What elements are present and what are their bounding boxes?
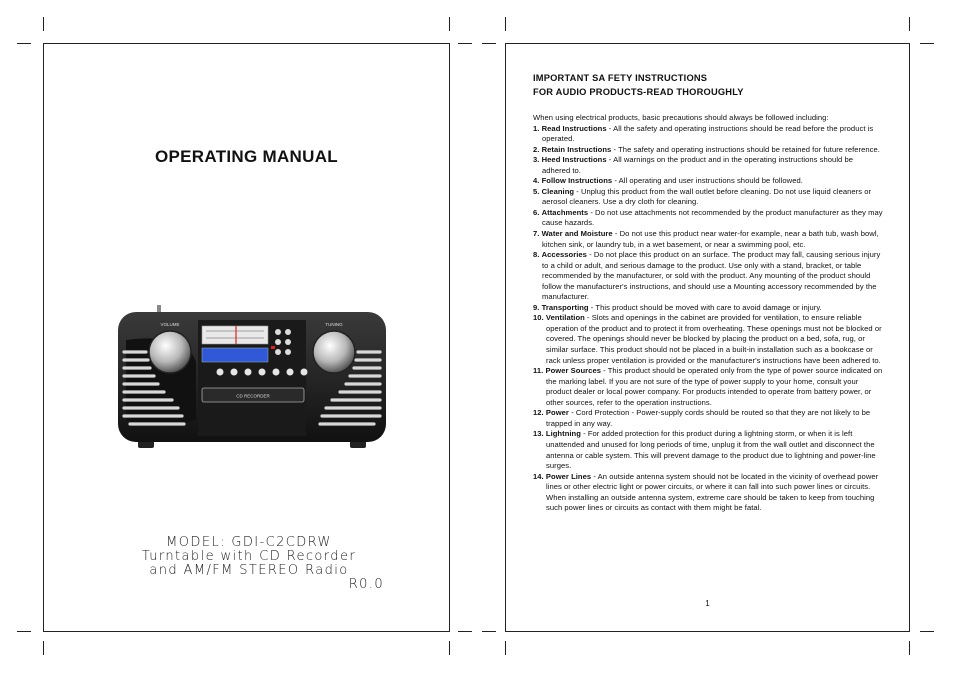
item-text: - Unplug this product from the wall outlet before cleaning. Do not use liquid cleaners or aerosol cleaners. Use a dry cloth for cleaning. xyxy=(542,186,872,207)
item-title: Follow Instructions xyxy=(541,176,613,186)
revision: R0.0 xyxy=(348,577,384,592)
item-number: 7. xyxy=(533,229,540,239)
lcd-display xyxy=(202,348,268,362)
model-number: MODEL: GDI-C2CDRW xyxy=(166,535,332,550)
model-description: Turntable with CD Recorder xyxy=(141,549,357,564)
crop-mark xyxy=(920,631,934,632)
item-number: 4. xyxy=(533,176,540,186)
safety-instructions xyxy=(533,113,883,514)
item-title: Ventilation xyxy=(545,313,585,323)
list-item xyxy=(533,229,883,250)
list-item xyxy=(533,250,883,303)
crop-mark xyxy=(17,631,31,632)
item-text: - All operating and user instructions should be followed. xyxy=(612,176,803,186)
antenna xyxy=(157,305,161,313)
product-image xyxy=(116,302,388,452)
crop-mark xyxy=(17,43,31,44)
crop-mark xyxy=(449,641,450,655)
item-text: - The safety and operating instructions should be retained for future reference. xyxy=(611,144,880,154)
item-title: Heed Instructions xyxy=(541,155,607,165)
list-item xyxy=(533,313,883,366)
page-number: 1 xyxy=(705,599,710,608)
model-info xyxy=(104,536,394,592)
item-number: 2. xyxy=(533,144,540,154)
crop-mark xyxy=(920,43,934,44)
item-title: Lightning xyxy=(545,429,581,439)
safety-heading xyxy=(533,71,744,99)
item-number: 3. xyxy=(533,155,540,165)
item-text: - Slots and openings in the cabinet are provided for ventilation, to ensure reliable operation of the product and to protect it from overheating. These openings must not be blocked or covered. The openings should never be blocked by placing the product on a bed, sofa, rug, or similar surface. This product should not be placed in a built-in installation such as a bookcase or rack unless proper ventilation is provided or the manufacturer's instructions have been adhered to. xyxy=(546,313,882,365)
item-title: Power Lines xyxy=(545,471,592,481)
heading-line: FOR AUDIO PRODUCTS-READ THOROUGHLY xyxy=(533,87,744,97)
crop-mark xyxy=(505,641,506,655)
item-number: 12. xyxy=(533,408,544,418)
radio-illustration xyxy=(116,302,388,452)
list-item xyxy=(533,124,883,145)
item-text: - All warnings on the product and in the operating instructions should be adhered to. xyxy=(542,155,854,175)
item-number: 8. xyxy=(533,250,540,260)
list-item xyxy=(533,176,883,187)
item-text: - This product should be moved with care to avoid damage or injury. xyxy=(588,302,822,312)
crop-mark xyxy=(482,43,496,44)
item-number: 9. xyxy=(533,302,540,312)
item-title: Read Instructions xyxy=(541,123,607,133)
tuning-dial xyxy=(202,326,268,344)
crop-mark xyxy=(43,641,44,655)
item-title: Power Sources xyxy=(545,366,601,376)
crop-mark xyxy=(505,17,506,31)
crop-mark xyxy=(43,17,44,31)
item-title: Cleaning xyxy=(541,186,575,196)
list-item xyxy=(533,145,883,156)
item-number: 1. xyxy=(533,123,540,133)
item-title: Attachments xyxy=(541,207,589,217)
item-number: 5. xyxy=(533,186,540,196)
item-title: Retain Instructions xyxy=(541,144,612,154)
indicator-led xyxy=(271,346,275,349)
list-item xyxy=(533,429,883,471)
crop-mark xyxy=(482,631,496,632)
list-item xyxy=(533,472,883,514)
list-item xyxy=(533,187,883,208)
crop-mark xyxy=(909,17,910,31)
item-text: - This product should be operated only from the type of power source indicated on the marking label. If you are not sure of the type of power supply to your home, consult your product dealer or local power company. For products intended to operate from battery power, or other sources, refer to the operation instructions. xyxy=(546,366,883,407)
item-number: 10. xyxy=(533,313,544,323)
item-title: Water and Moisture xyxy=(541,229,613,239)
item-text: - All the safety and operating instructions should be read before the product is operated. xyxy=(542,123,874,144)
item-text: - For added protection for this product during a lightning storm, or when it is left unattended and unused for long periods of time, unplug it from the wall outlet and disconnect the antenna or cable system. This will prevent damage to the product due to lightning and power-line surges. xyxy=(546,429,876,471)
model-description: and AM/FM STEREO Radio xyxy=(149,563,349,578)
volume-knob[interactable] xyxy=(149,331,191,373)
item-number: 6. xyxy=(533,207,540,217)
item-text: - Cord Protection - Power-supply cords should be routed so that they are not likely to be trapped in any way. xyxy=(546,408,871,428)
item-title: Transporting xyxy=(541,302,589,312)
crop-mark xyxy=(458,631,472,632)
volume-label: VOLUME xyxy=(160,322,180,327)
list-item xyxy=(533,208,883,229)
item-number: 13. xyxy=(533,429,544,439)
item-title: Accessories xyxy=(541,250,587,260)
item-title: Power xyxy=(545,408,569,418)
tuning-label: TUNING xyxy=(325,322,343,327)
list-item xyxy=(533,303,883,314)
item-text: - Do not place this product on an surface. The product may fall, causing serious injury to a child or adult, and serious damage to the product. Use only with a stand, bracket, or table recommended by the manufacturer, or sold with the product. Any mounting of the product should follow the manufacturer's instructions, and should use a Mounting accessory recommended by the manufacturer. xyxy=(542,250,881,302)
manual-title: OPERATING MANUAL xyxy=(155,147,338,166)
crop-mark xyxy=(909,641,910,655)
crop-mark xyxy=(449,17,450,31)
intro-text: When using electrical products, basic precautions should always be followed including: xyxy=(533,113,829,122)
cover-page xyxy=(43,43,450,632)
safety-page xyxy=(505,43,910,632)
instruction-list xyxy=(533,124,883,514)
item-number: 11. xyxy=(533,366,544,376)
crop-mark xyxy=(458,43,472,44)
list-item xyxy=(533,408,883,429)
tuning-knob[interactable] xyxy=(313,331,355,373)
heading-line: IMPORTANT SA FETY INSTRUCTIONS xyxy=(533,73,708,83)
list-item xyxy=(533,155,883,176)
list-item xyxy=(533,366,883,408)
cd-slot-label: CD RECORDER xyxy=(236,393,270,399)
item-text: - An outside antenna system should not be located in the vicinity of overhead power lines or other electric light or power circuits, or where it can fall into such power lines or circuits. When installing an outside antenna system, extreme care should be taken to keep from touching such power lines or circuits as contact with them might be fatal. xyxy=(546,471,879,513)
item-text: - Do not use attachments not recommended by the product manufacturer as they may cause hazards. xyxy=(542,207,883,228)
item-number: 14. xyxy=(533,471,544,481)
item-text: - Do not use this product near water-for example, near a bath tub, wash bowl, kitchen sink, or laundry tub, in a wet basement, or near a swimming pool, etc. xyxy=(542,229,879,249)
